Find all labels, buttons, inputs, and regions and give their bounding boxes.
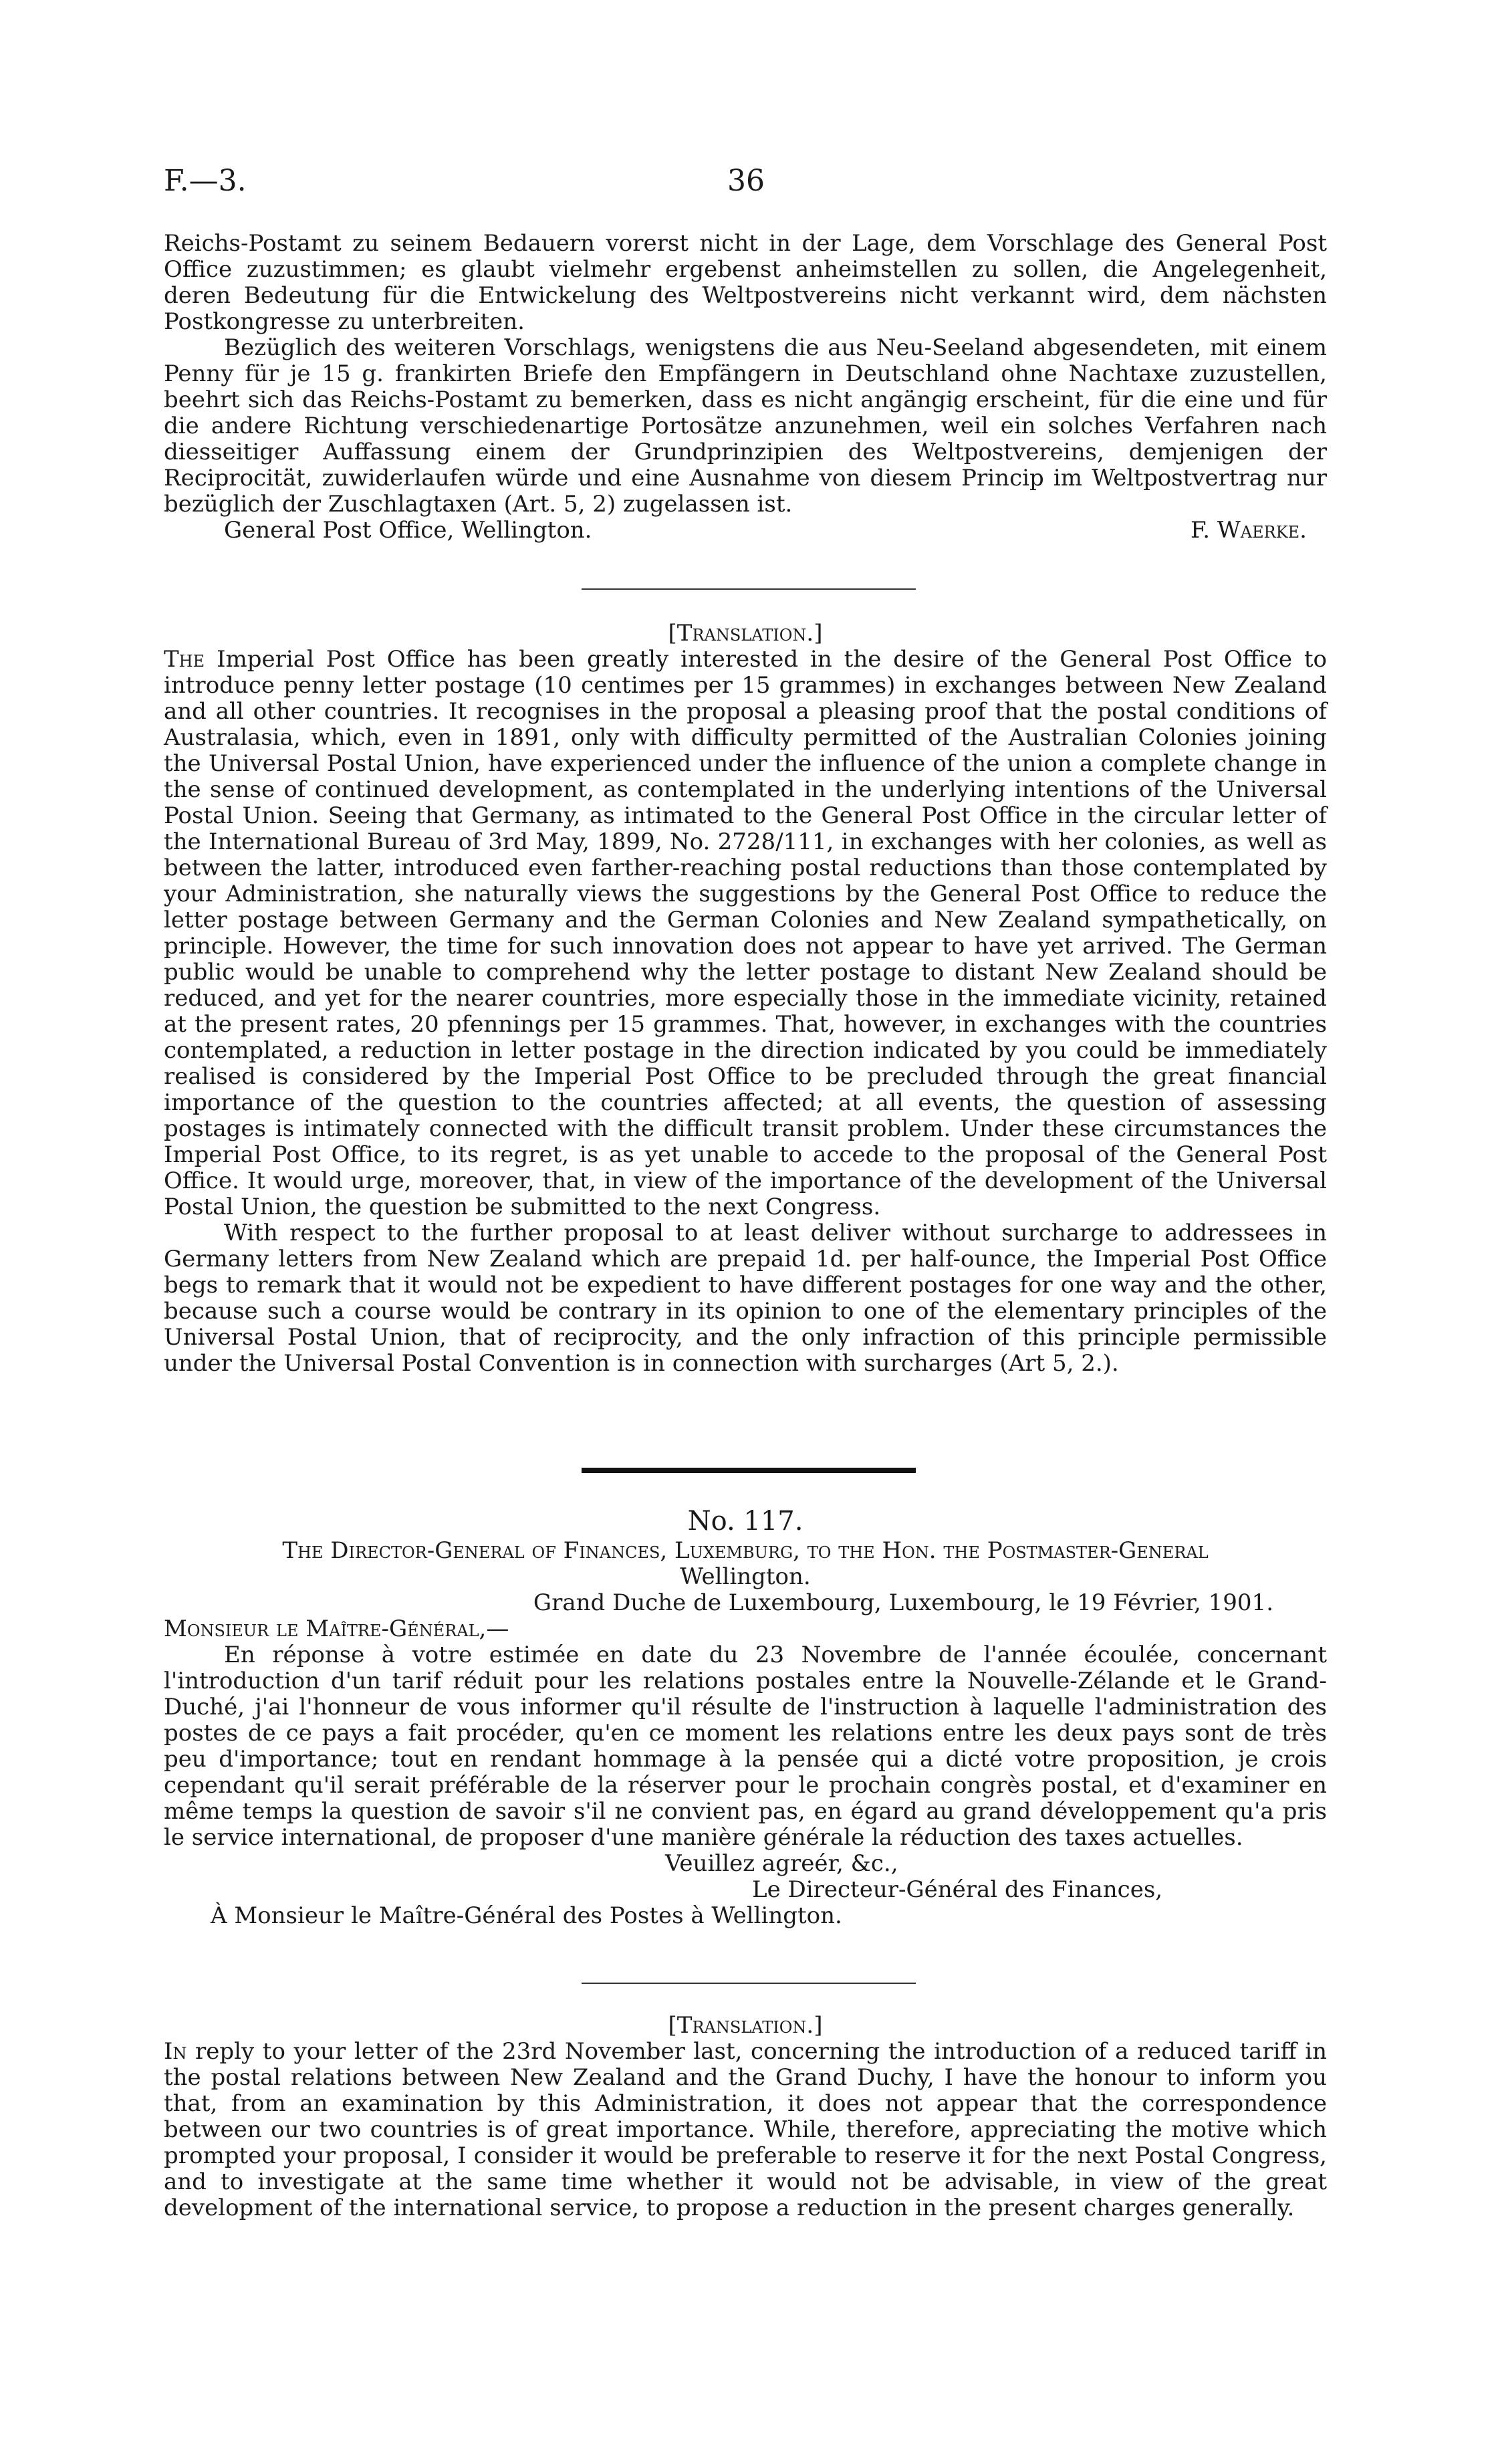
translation-2-lead: In bbox=[164, 2038, 187, 2065]
letter-dateline: Grand Duche de Luxembourg, Luxembourg, le 19 Février, 1901. bbox=[533, 1589, 1273, 1616]
translation-1-paragraph-2: With respect to the further proposal to at least deliver without surcharge to addressees in Germany letters from New Zealand which are prepaid 1d. per half-ounce, the Imperial Post Office begs to remark that it would not be expedient to have different postages for one way and the other, because such a course would be contrary in its opinion to one of the elementary principles of the Universal Postal Union, that of reciprocity, and the only infraction of this principle permissible under the Universal Postal Convention is in connection with surcharges (Art 5, 2.). bbox=[164, 1220, 1327, 1377]
german-letter bbox=[164, 231, 1327, 544]
translation-1-lead: The bbox=[164, 646, 205, 673]
document-reference: F.—3. bbox=[164, 164, 247, 198]
letter-body: En réponse à votre estimée en date du 23 Novembre de l'année écoulée, concernant l'introduction d'un tarif réduit pour les relations postales entre la Nouvelle-Zélande et le Grand-Duché, j'ai l'honneur de vous informer qu'il résulte de l'instruction à laquelle l'administration des postes de ce pays a fait procéder, qu'en ce moment les relations entre les deux pays sont de très peu d'importance; tout en rendant hommage à la pensée qui a dicté votre proposition, je crois cependant qu'il serait préférable de la réserver pour le prochain congrès postal, et d'examiner en même temps la question de savoir s'il ne convient pas, en égard au grand développement qu'a pris le service international, de proposer d'une manière générale la réduction des taxes actuelles. bbox=[164, 1642, 1327, 1851]
letter-signatory: Le Directeur-Général des Finances, bbox=[752, 1876, 1163, 1903]
german-paragraph-1: Reichs-Postamt zu seinem Bedauern vorerst nicht in der Lage, dem Vorschlage des General Post Office zuzustimmen; es glaubt vielmehr ergebenst anheimstellen zu sollen, die Angelegenheit, deren Bedeutung für die Entwickelung des Weltpostvereins nicht verkannt wird, dem nächsten Postkongresse zu unterbreiten. bbox=[164, 230, 1327, 335]
german-signature-line bbox=[164, 518, 1327, 544]
translation-2-paragraph bbox=[164, 2039, 1327, 2221]
letter-number: No. 117. bbox=[687, 1506, 803, 1537]
translation-2-heading: [Translation.] bbox=[668, 2012, 823, 2039]
section-divider-2 bbox=[582, 1983, 916, 1984]
letter-address-line-1: The Director-General of Finances, Luxemburg, to the Hon. the Postmaster-General bbox=[282, 1537, 1209, 1564]
translation-1-heading: [Translation.] bbox=[668, 620, 823, 647]
translation-2 bbox=[164, 2013, 1327, 2221]
letter-salutation: Monsieur le Maître-Général,— bbox=[164, 1615, 509, 1642]
german-location: General Post Office, Wellington. bbox=[224, 517, 592, 544]
letter-closing: Veuillez agreér, &c., bbox=[665, 1850, 898, 1877]
letter-addressee: À Monsieur le Maître-Général des Postes à Wellington. bbox=[211, 1902, 842, 1929]
german-paragraph-2: Bezüglich des weiteren Vorschlags, wenigstens die aus Neu-Seeland abgesendeten, mit einem Penny für je 15 g. frankirten Briefe den Empfängern in Deutschland ohne Nachtaxe zuzustellen, beehrt sich das Reichs-Postamt zu bemerken, dass es nicht angängig erscheint, für die eine und für die andere Richtung verschiedenartige Portosätze anzunehmen, weil ein solches Verfahren nach diesseitiger Auffassung einem der Grundprinzipien des Weltpostvereins, demjenigen der Reciprocität, zuwiderlaufen würde und eine Ausnahme von diesem Princip im Weltpostvertrag nur bezüglich der Zuschlagtaxen (Art. 5, 2) zugelassen ist. bbox=[164, 334, 1327, 518]
letter-divider bbox=[582, 1468, 916, 1473]
translation-1-body: Imperial Post Office has been greatly interested in the desire of the General Post Office to introduce penny letter postage (10 centimes per 15 grammes) in exchanges between New Zealand and all other countries. It recognises in the proposal a pleasing proof that the postal conditions of Australasia, which, even in 1891, only with difficulty permitted of the Australian Colonies joining the Universal Postal Union, have experienced under the influence of the union a complete change in the sense of continued development, as contemplated in the underlying intentions of the Universal Postal Union. Seeing that Germany, as intimated to the General Post Office in the circular letter of the International Bureau of 3rd May, 1899, No. 2728/111, in exchanges with her colonies, as well as between the latter, introduced even farther-reaching postal reductions than those contemplated by your Administration, she naturally views the suggestions by the General Post Office to reduce the letter postage between Germany and the German Colonies and New Zealand sympathetically, on principle. However, the time for such innovation does not appear to have yet arrived. The German public would be unable to comprehend why the letter postage to distant New Zealand should be reduced, and yet for the nearer countries, more especially those in the immediate vicinity, retained at the present rates, 20 pfennings per 15 grammes. That, however, in exchanges with the countries contemplated, a reduction in letter postage in the direction indicated by you could be immediately realised is considered by the Imperial Post Office to be precluded through the great financial importance of the question to the countries affected; at all events, the question of assessing postages is intimately connected with the difficult transit problem. Under these circumstances the Imperial Post Office, to its regret, is as yet unable to accede to the proposal of the General Post Office. It would urge, moreover, that, in view of the importance of the development of the Universal Postal Union, the question be submitted to the next Congress. bbox=[164, 646, 1328, 1220]
translation-1-paragraph-1 bbox=[164, 647, 1327, 1220]
page-number: 36 bbox=[727, 164, 765, 198]
section-divider bbox=[582, 588, 916, 590]
translation-1 bbox=[164, 621, 1327, 1377]
translation-2-body: reply to your letter of the 23rd November last, concerning the introduction of a reduced tariff in the postal relations between New Zealand and the Grand Duchy, I have the honour to inform you that, from an examination by this Administration, it does not appear that the correspondence between our two countries is of great importance. While, therefore, appreciating the motive which prompted your proposal, I consider it would be preferable to reserve it for the next Postal Congress, and to investigate at the same time whether it would not be advisable, in view of the great development of the international service, to propose a reduction in the present charges generally. bbox=[164, 2038, 1327, 2221]
letter-address-line-2: Wellington. bbox=[680, 1563, 811, 1590]
page-header bbox=[164, 164, 1328, 204]
german-signature: F. Waerke. bbox=[1190, 517, 1307, 544]
letter-117 bbox=[164, 1504, 1327, 1929]
